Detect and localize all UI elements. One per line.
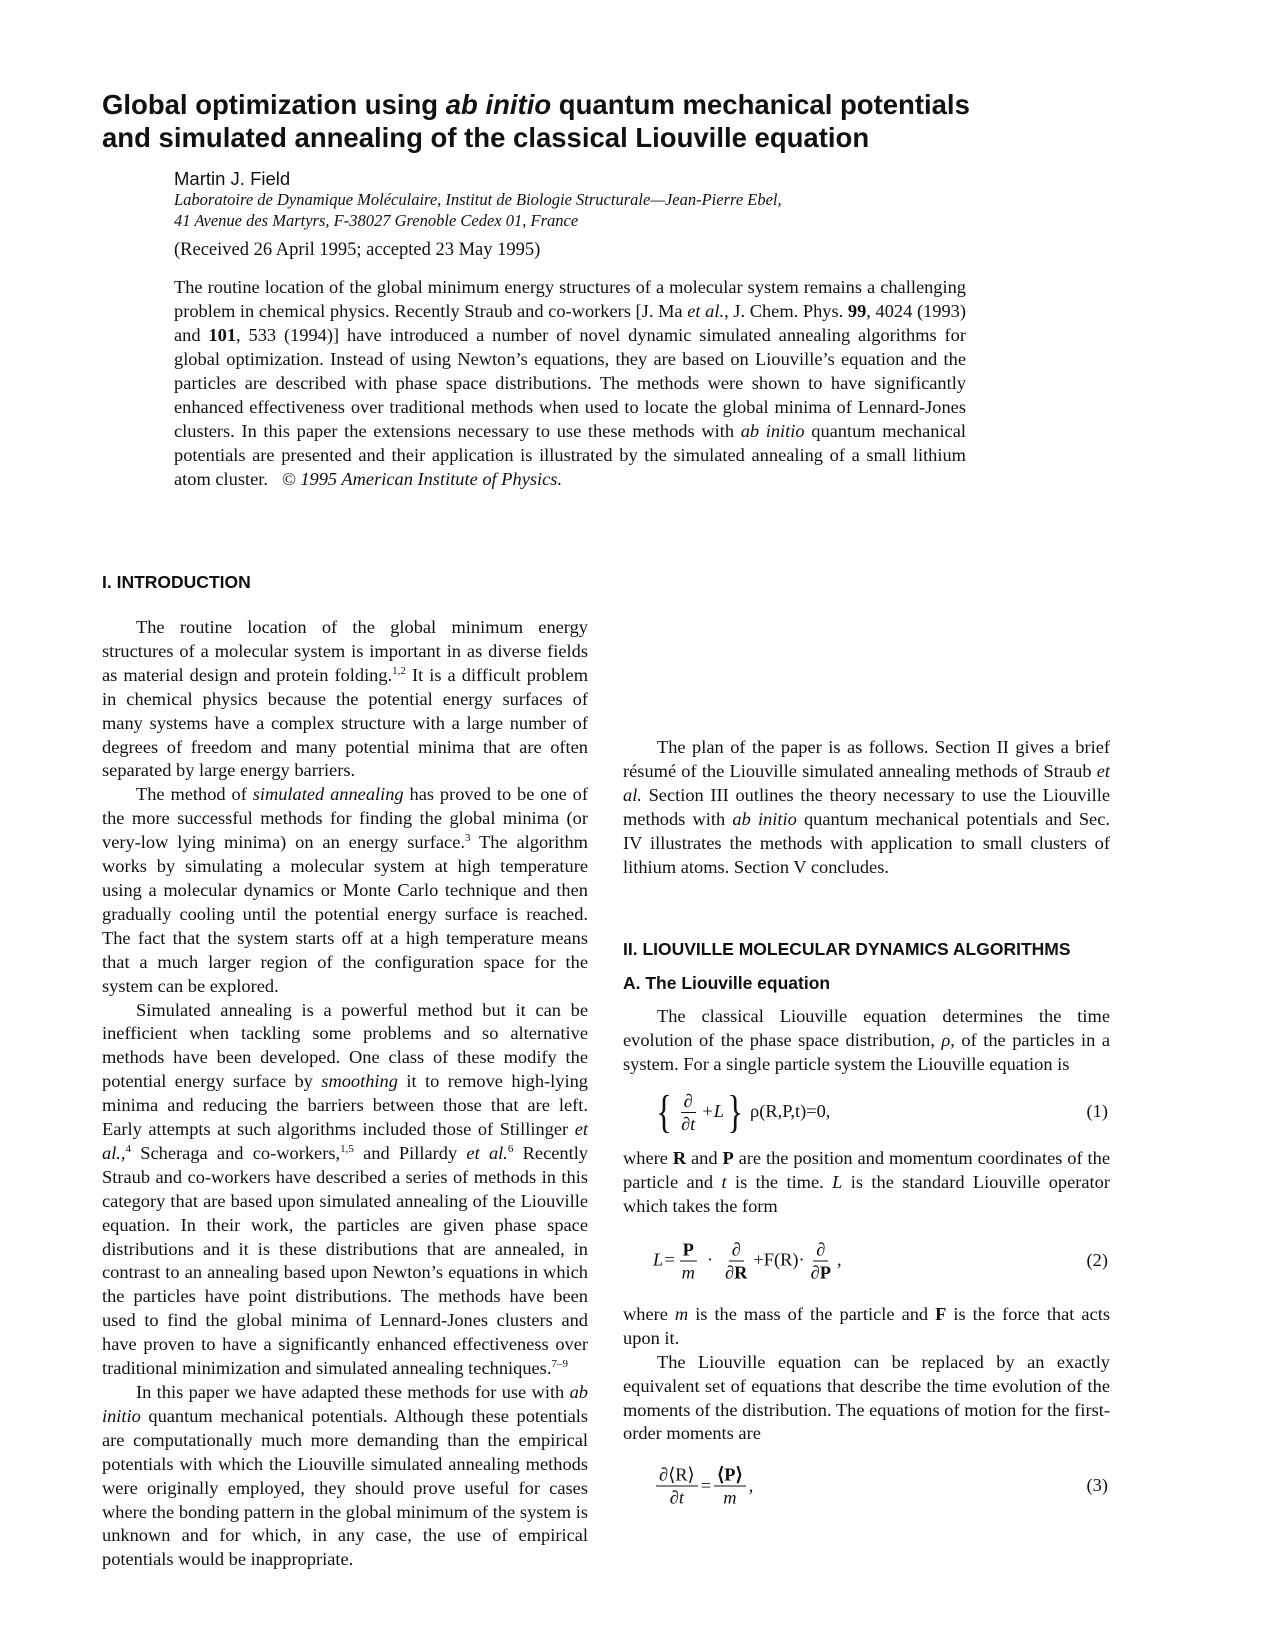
author-name: Martin J. Field (174, 168, 291, 189)
equation-number-1: (1) (1086, 1101, 1108, 1122)
equation-number-2: (2) (1086, 1249, 1108, 1270)
received-dates: (Received 26 April 1995; accepted 23 May 1995) (174, 240, 541, 260)
equation-2: L= $\frac{P}{m}$ · $\frac{\partial}{\partial R}$ +F(R)· $\frac{\partial}{\partial P}$ , (2) (653, 1239, 1108, 1283)
copyright: © 1995 American Institute of Physics. (281, 469, 563, 489)
equation-number-3: (3) (1086, 1475, 1108, 1496)
liouville-paragraph-2: where R and P are the position and momentum coordinates of the particle and t is the time. L is the standard Liouville operator which takes the form (623, 1148, 1110, 1216)
intro-paragraph-1: The routine location of the global minimum energy structures of a molecular system is important in as diverse fields as material design and protein folding.$^{1,2}$ It is a difficult problem in chemical physics because the potential energy surfaces of many systems have a complex structure with a large number of degrees of freedom and many potential minima that are often separated by large energy barriers. (102, 617, 588, 781)
intro-paragraph-3: Simulated annealing is a powerful method but it can be inefficient when tackling some problems and so alternative methods have been developed. One class of these modify the potential energy surface by smoothing it to remove high-lying minima and reducing the barriers between those that are left. Early attempts at such algorithms included those of Stillinger et al.,$^4$ Scheraga and co-workers,$^{1,5}$ and Pillardy et al.$^6$ Recently Straub and co-workers have described a series of methods in this category that are based upon simulated annealing of the Liouville equation. In their work, the particles are given phase space distributions and it is these distributions that are annealed, in contrast to an annealing based upon Newton’s equations in which the particles have point distributions. The methods have been used to find the global minima of Lennard-Jones clusters and have proven to have a significantly enhanced effectiveness over traditional minimization and simulated annealing techniques.$^{7-9}$ (102, 999, 589, 1379)
left-column (102, 570, 588, 1572)
intro-paragraph-2: The method of simulated annealing has proved to be one of the more successful methods for finding the global minima (or very-low lying minima) on an energy surface.$^3$ The algorithm works by simulating a molecular system at high temperature using a molecular dynamics or Monte Carlo technique and then gradually cooling until the potential energy surface is reached. The fact that the system starts off at a high temperature means that a much larger region of the configuration space for the system can be explored. (102, 784, 588, 996)
title-italic: ab initio (445, 89, 552, 120)
paper-title: Global optimization using ab initio quantum mechanical potentials and simulated annealing of the classical Liouville equation (102, 89, 970, 153)
intro-paragraph-5: The plan of the paper is as follows. Section II gives a brief résumé of the Liouville simulated annealing methods of Straub et al. Section III outlines the theory necessary to use the Liouville methods with ab initio quantum mechanical potentials and Sec. IV illustrates the methods with application to small clusters of lithium atoms. Section V concludes. (623, 737, 1110, 877)
section-heading-liouville: II. LIOUVILLE MOLECULAR DYNAMICS ALGORITHMS (623, 939, 1071, 960)
subsection-heading-liouville-equation: A. The Liouville equation (623, 973, 831, 994)
right-column (623, 570, 1110, 1526)
liouville-paragraph-4: The Liouville equation can be replaced by an exactly equivalent set of equations that describe the time evolution of the moments of the distribution. The equations of motion for the first-order moments are (623, 1351, 1110, 1444)
intro-paragraph-4: In this paper we have adapted these methods for use with ab initio quantum mechanical potentials. Although these potentials are computationally much more demanding than the empirical potentials with which the Liouville simulated annealing methods were originally employed, they should prove useful for cases where the bonding pattern in the global minimum of the system is unknown and for which, in any case, the use of empirical potentials would be inappropriate. (102, 1382, 588, 1570)
section-heading-introduction: I. INTRODUCTION (102, 572, 251, 592)
equation-3: $\frac{\partial⟨R⟩}{\partial t}$ = $\frac{⟨P⟩}{m}$ , (3) (623, 1446, 1110, 1526)
liouville-paragraph-3: where m is the mass of the particle and F is the force that acts upon it. (623, 1303, 1110, 1348)
abstract: The routine location of the global minimum energy structures of a molecular system remains a challenging problem in chemical physics. Recently Straub and co-workers [J. Ma et al., J. Chem. Phys. 99, 4024 (1993) and 101, 533 (1994)] have introduced a number of novel dynamic simulated annealing algorithms for global optimization. Instead of using Newton’s equations, they are based on Liouville’s equation and the particles are described with phase space distributions. The methods were shown to have significantly enhanced effectiveness over traditional methods when used to locate the global minima of Lennard-Jones clusters. In this paper the extensions necessary to use these methods with ab initio quantum mechanical potentials are presented and their application is illustrated by the simulated annealing of a small lithium atom cluster. © 1995 American Institute of Physics. (174, 277, 966, 489)
equation-1: { $\frac{\partial}{\partial t}$ +L } ρ(R,P,t)=0, (1) (656, 1086, 1108, 1138)
affiliation: Laboratoire de Dynamique Moléculaire, Institut de Biologie Structurale—Jean-Pierre Ebel, 41 Avenue des Martyrs, F-38027 Grenoble Cedex 01, France (174, 190, 782, 230)
liouville-paragraph-1: The classical Liouville equation determines the time evolution of the phase space distribution, ρ, of the particles in a system. For a single particle system the Liouville equation is (623, 1006, 1110, 1075)
